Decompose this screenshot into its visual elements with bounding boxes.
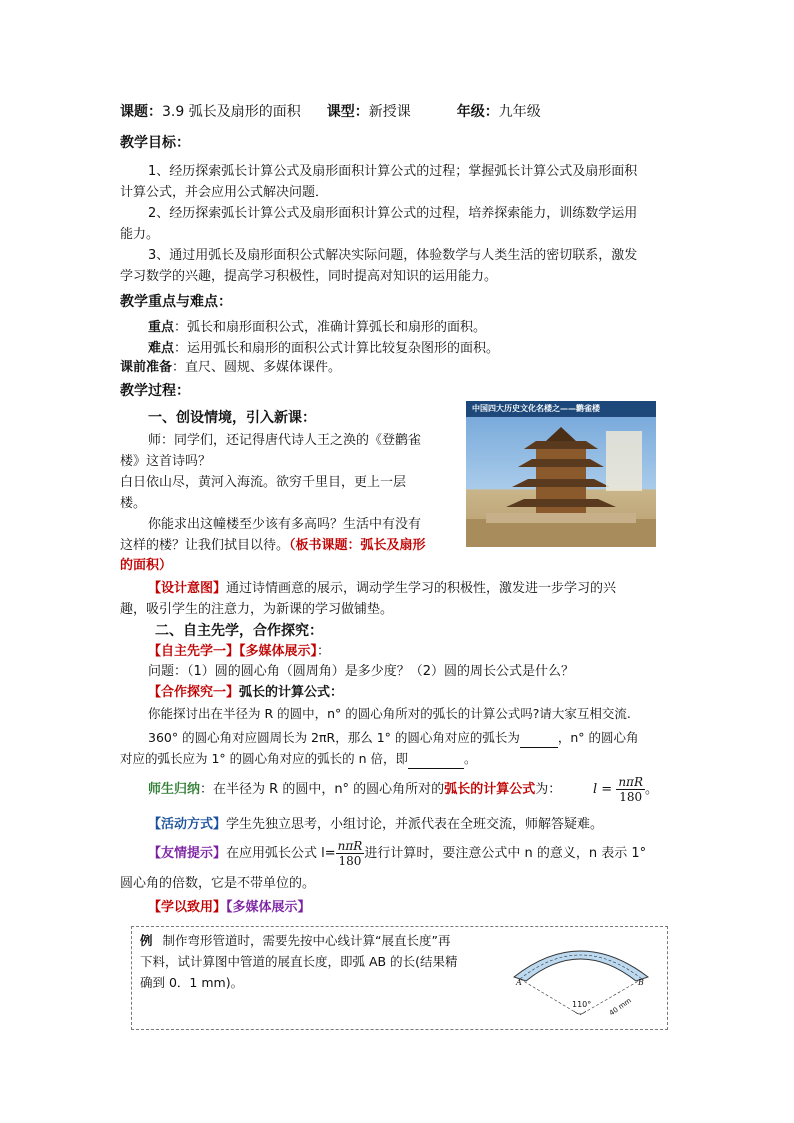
goal-3a: 3、通过用弧长及扇形面积公式解决实际问题，体验数学与人类生活的密切联系，激发 <box>148 248 638 263</box>
para3b: 这样的楼？让我们拭目以待。（板书课题：弧长及扇形 <box>120 538 426 553</box>
tower-illustration <box>466 401 656 547</box>
grade-value: 九年级 <box>498 104 541 120</box>
goal-2b: 能力。 <box>120 227 160 242</box>
goal-1a: 1、经历探索弧长计算公式及扇形面积计算公式的过程；掌握弧长计算公式及扇形面积 <box>148 164 638 179</box>
coop-line: 【合作探究一】弧长的计算公式： <box>148 685 344 700</box>
section1-title: 一、创设情境，引入新课： <box>148 410 316 426</box>
goal-2a: 2、经历探索弧长计算公式及扇形面积计算公式的过程，培养探索能力，训练数学运用 <box>148 206 638 221</box>
coop-para2: 360° 的圆心角对应圆周长为 2πR，那么 1° 的圆心角对应的弧长为 ，n° 的圆心角 <box>148 728 639 748</box>
fig-label-a: A <box>516 978 522 987</box>
para3c: 的面积） <box>120 558 173 573</box>
para1b: 楼》这首诗吗？ <box>120 454 212 469</box>
section2-title: 二、自主先学，合作探究： <box>155 623 323 639</box>
grade-label: 年级： <box>456 104 499 120</box>
topic-label: 课题： <box>120 104 162 120</box>
example-line3: 确到 0．1 mm)。 <box>140 975 244 990</box>
intent-line1: 【设计意图】通过诗情画意的展示，调动学生学习的积极性，激发进一步学习的兴 <box>148 581 617 596</box>
para2a: 白日依山尽，黄河入海流。欲穷千里目，更上一层 <box>120 475 407 490</box>
para2b: 楼。 <box>120 496 147 511</box>
type-value: 新授课 <box>368 104 411 120</box>
fig-length: 40 mm <box>607 996 633 1018</box>
summary-line: 师生归纳：在半径为 R 的圆中，n° 的圆心角所对的弧长的计算公式为： <box>148 782 562 797</box>
tip-line: 【友情提示】在应用弧长公式 l= $\frac{\text{nπR}}{180}$ 进行计算时，要注意公式中 n 的意义，n 表示 1° <box>148 839 647 868</box>
para1a: 师：同学们，还记得唐代诗人王之涣的《登鹳雀 <box>148 433 422 448</box>
topic-value: 3.9 弧长及扇形的面积 <box>162 104 301 120</box>
example-line2: 下料，试计算图中管道的展直长度，即弧 AB 的长(结果精 <box>140 954 458 969</box>
difficulty-line: 难点：运用弧长和扇形的面积公式计算比较复杂图形的面积。 <box>148 341 500 356</box>
example-box <box>131 926 668 1030</box>
header-line <box>120 102 541 122</box>
photo-caption: 中国四大历史文化名楼之——鹳雀楼 <box>466 401 656 417</box>
example-line1: 例 制作弯形管道时，需要先按中心线计算“展直长度”再 <box>140 933 451 948</box>
key-title: 教学重点与难点： <box>120 294 232 310</box>
coop-para3: 对应的弧长应为 1° 的圆心角对应的弧长的 n 倍，即 。 <box>120 749 477 769</box>
tower-photo <box>466 401 656 547</box>
goal-1b: 计算公式，并会应用公式解决问题． <box>120 185 329 200</box>
key-line: 重点：弧长和扇形面积公式，准确计算弧长和扇形的面积。 <box>148 320 487 335</box>
goal-3b: 学习数学的兴趣，提高学习积极性，同时提高对知识的运用能力。 <box>120 269 498 284</box>
fig-label-b: B <box>638 978 644 987</box>
tip-line2: 圆心角的倍数，它是不带单位的。 <box>120 876 316 891</box>
goals-title: 教学目标： <box>120 135 190 151</box>
self-study-line: 【自主先学一】【多媒体展示】： <box>148 644 331 659</box>
use-line: 【学以致用】【多媒体展示】 <box>148 900 311 915</box>
para3a: 你能求出这幢楼至少该有多高吗？生活中有没有 <box>148 517 422 532</box>
intent-line2: 趣，吸引学生的注意力，为新课的学习做铺垫。 <box>120 602 394 617</box>
activity-line: 【活动方式】学生先独立思考，小组讨论，并派代表在全班交流，师解答疑难。 <box>148 817 604 832</box>
coop-para1: 你能探讨出在半径为 R 的圆中，n° 的圆心角所对的弧长的计算公式吗?请大家互相交流. <box>148 706 631 721</box>
fig-angle: 110° <box>572 1000 592 1009</box>
question-line: 问题：（1）圆的圆心角（圆周角）是多少度？（2）圆的周长公式是什么？ <box>148 664 575 679</box>
type-label: 课型： <box>326 104 369 120</box>
prep-line: 课前准备：直尺、圆规、多媒体课件。 <box>120 360 342 375</box>
process-title: 教学过程： <box>120 383 190 399</box>
arc-formula: l = $\frac{\text{nπR}}{180}$ 。 <box>593 775 658 804</box>
